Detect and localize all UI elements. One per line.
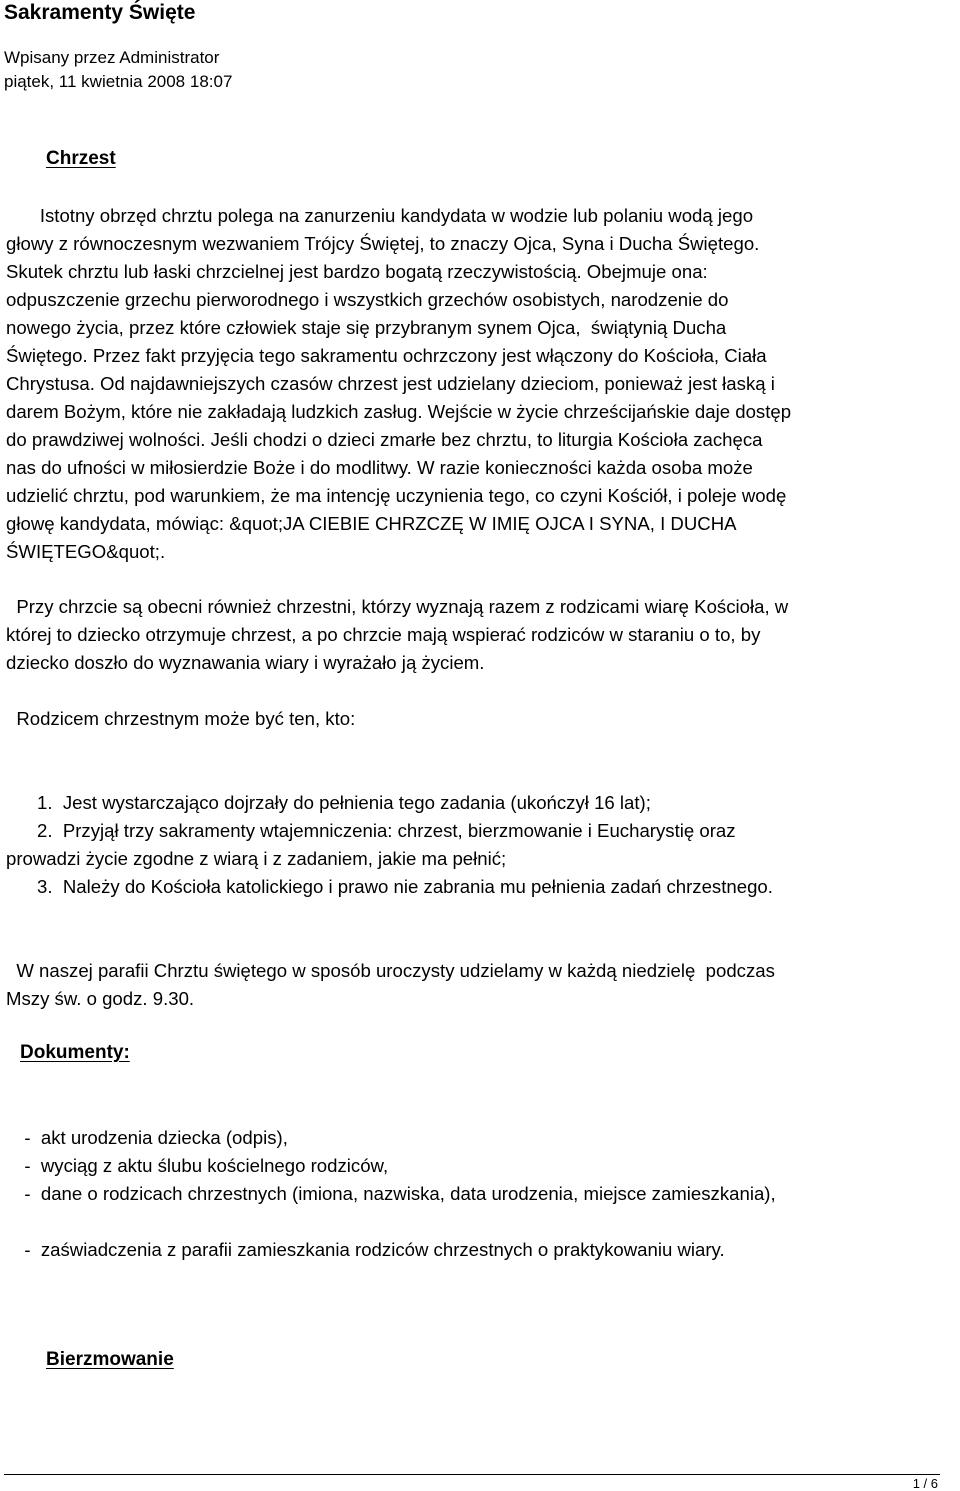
text-line: Mszy św. o godz. 9.30. xyxy=(6,988,195,1009)
text-line: darem Bożym, które nie zakładają ludzkich zasług. Wejście w życie chrześcijańskie daje dostęp xyxy=(6,401,792,422)
heading-bierzmowanie: Bierzmowanie xyxy=(46,1349,174,1370)
text-line: W naszej parafii Chrztu świętego w sposób uroczysty udzielamy w każdą niedzielę podczas xyxy=(6,960,775,981)
text-line: dziecko doszło do wyznawania wiary i wyrażało ją życiem. xyxy=(6,652,485,673)
page-number: 1 / 6 xyxy=(912,1476,938,1491)
text-line: ŚWIĘTEGO&quot;. xyxy=(6,541,166,562)
text-line: Skutek chrztu lub łaski chrzcielnej jest bardzo bogatą rzeczywistością. Obejmuje ona: xyxy=(6,261,708,282)
text-line: głowy z równoczesnym wezwaniem Trójcy Świętej, to znaczy Ojca, Syna i Ducha Świętego. xyxy=(6,233,760,254)
footer-divider xyxy=(4,1474,940,1475)
list-item: 3. Należy do Kościoła katolickiego i prawo nie zabrania mu pełnienia zadań chrzestnego. xyxy=(6,876,773,897)
text-line: Istotny obrzęd chrztu polega na zanurzeniu kandydata w wodzie lub polaniu wodą jego xyxy=(14,205,754,226)
text-line: której to dziecko otrzymuje chrzest, a po chrzcie mają wspierać rodziców w staraniu o to, by xyxy=(6,624,761,645)
text-line: Rodzicem chrzestnym może być ten, kto: xyxy=(6,708,356,729)
list-item: - dane o rodzicach chrzestnych (imiona, nazwiska, data urodzenia, miejsce zamieszkania), xyxy=(14,1183,776,1204)
text-line: głowę kandydata, mówiąc: &quot;JA CIEBIE CHRZCZĘ W IMIĘ OJCA I SYNA, I DUCHA xyxy=(6,513,737,534)
heading-chrzest: Chrzest xyxy=(46,148,116,169)
text-line: odpuszczenie grzechu pierworodnego i wszystkich grzechów osobistych, narodzenie do xyxy=(6,289,729,310)
list-item: - wyciąg z aktu ślubu kościelnego rodziców, xyxy=(14,1155,389,1176)
date-line: piątek, 11 kwietnia 2008 18:07 xyxy=(4,72,233,91)
text-line: udzielić chrztu, pod warunkiem, że ma intencję uczynienia tego, co czyni Kościół, i poleje wodę xyxy=(6,485,787,506)
author-line: Wpisany przez Administrator xyxy=(4,48,220,67)
text-line: Świętego. Przez fakt przyjęcia tego sakramentu ochrzczony jest włączony do Kościoła, Ciała xyxy=(6,345,767,366)
list-item: 1. Jest wystarczająco dojrzały do pełnienia tego zadania (ukończył 16 lat); xyxy=(6,792,651,813)
text-line: do prawdziwej wolności. Jeśli chodzi o dzieci zmarłe bez chrztu, to liturgia Kościoła zachęca xyxy=(6,429,763,450)
text-line: nas do ufności w miłosierdzie Boże i do modlitwy. W razie konieczności każda osoba może xyxy=(6,457,753,478)
text-line: nowego życia, przez które człowiek staje się przybranym synem Ojca, świątynią Ducha xyxy=(6,317,727,338)
text-line: Chrystusa. Od najdawniejszych czasów chrzest jest udzielany dzieciom, ponieważ jest łaską i xyxy=(6,373,775,394)
list-item: - zaświadczenia z parafii zamieszkania rodziców chrzestnych o praktykowaniu wiary. xyxy=(14,1239,725,1260)
list-item: prowadzi życie zgodne z wiarą i z zadaniem, jakie ma pełnić; xyxy=(6,848,507,869)
heading-dokumenty: Dokumenty: xyxy=(20,1042,130,1063)
page-title: Sakramenty Święte xyxy=(4,1,196,24)
list-item: - akt urodzenia dziecka (odpis), xyxy=(14,1127,288,1148)
list-item: 2. Przyjął trzy sakramenty wtajemniczenia: chrzest, bierzmowanie i Eucharystię oraz xyxy=(6,820,736,841)
text-line: Przy chrzcie są obecni również chrzestni, którzy wyznają razem z rodzicami wiarę Kościoła, w xyxy=(6,596,789,617)
